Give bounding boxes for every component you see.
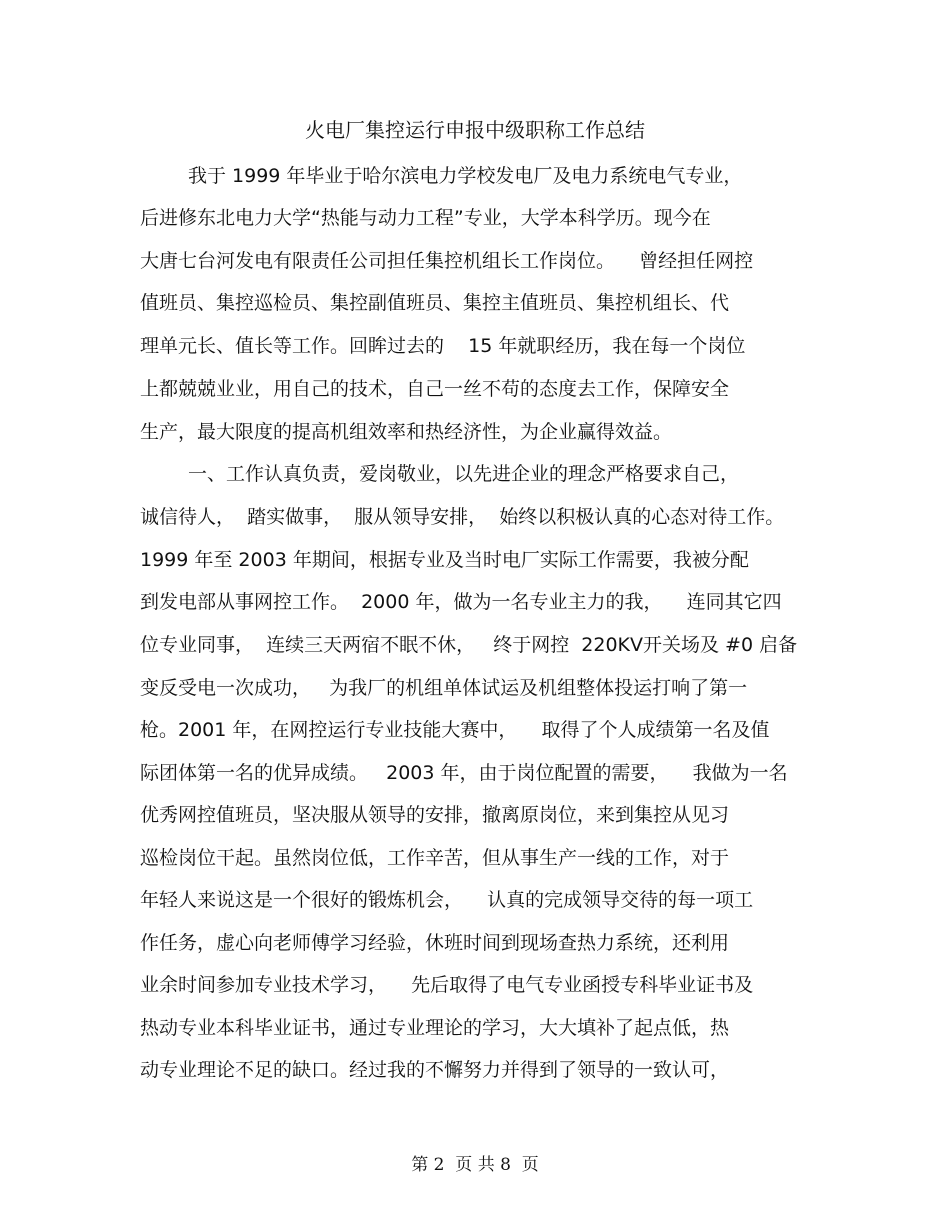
text-line: 作任务，虚心向老师傅学习经验，休班时间到现场查热力系统，还利用	[140, 932, 730, 954]
text-line: 年轻人来说这是一个很好的锻炼机会， 认真的完成领导交待的每一项工	[140, 889, 754, 911]
text-line: 1999 年至 2003 年期间，根据专业及当时电厂实际工作需要，我被分配	[140, 549, 749, 571]
text-line: 热动专业本科毕业证书，通过专业理论的学习，大大填补了起点低，热	[140, 1017, 730, 1039]
text-line: 一、工作认真负责，爱岗敬业，以先进企业的理念严格要求自己，	[188, 463, 740, 485]
text-line: 枪。2001 年，在网控运行专业技能大赛中， 取得了个人成绩第一名及值	[140, 719, 770, 741]
text-line: 后进修东北电力大学“热能与动力工程”专业，大学本科学历。现今在	[140, 207, 711, 229]
text-line: 大唐七台河发电有限责任公司担任集控机组长工作岗位。 曾经担任网控	[140, 250, 754, 272]
text-line: 我于 1999 年毕业于哈尔滨电力学校发电厂及电力系统电气专业，	[188, 165, 743, 187]
text-line: 际团体第一名的优异成绩。 2003 年，由于岗位配置的需要， 我做为一名	[140, 762, 788, 784]
text-line: 变反受电一次成功， 为我厂的机组单体试运及机组整体投运打响了第一	[140, 677, 748, 699]
text-line: 上都兢兢业业，用自己的技术，自己一丝不苟的态度去工作，保障安全	[140, 378, 730, 400]
text-line: 诚信待人， 踏实做事， 服从领导安排， 始终以积极认真的心态对待工作。	[140, 506, 785, 528]
text-line: 优秀网控值班员，坚决服从领导的安排，撤离原岗位，来到集控从见习	[140, 804, 730, 826]
text-line: 生产，最大限度的提高机组效率和热经济性，为企业赢得效益。	[140, 421, 673, 443]
text-line: 巡检岗位干起。虽然岗位低，工作辛苦，但从事生产一线的工作，对于	[140, 847, 730, 869]
text-line: 到发电部从事网控工作。 2000 年，做为一名专业主力的我， 连同其它四	[140, 591, 782, 613]
page-number-footer: 第 2 页 共 8 页	[411, 1155, 539, 1175]
text-line: 理单元长、值长等工作。回眸过去的 15 年就职经历，我在每一个岗位	[140, 335, 746, 357]
text-line: 位专业同事， 连续三天两宿不眠不休， 终于网控 220KV开关场及 #0 启备	[140, 634, 798, 656]
page-title: 火电厂集控运行申报中级职称工作总结	[305, 118, 645, 142]
text-line: 业余时间参加专业技术学习， 先后取得了电气专业函授专科毕业证书及	[140, 974, 754, 996]
text-line: 动专业理论不足的缺口。经过我的不懈努力并得到了领导的一致认可，	[140, 1059, 730, 1081]
text-line: 值班员、集控巡检员、集控副值班员、集控主值班员、集控机组长、代	[140, 292, 730, 314]
